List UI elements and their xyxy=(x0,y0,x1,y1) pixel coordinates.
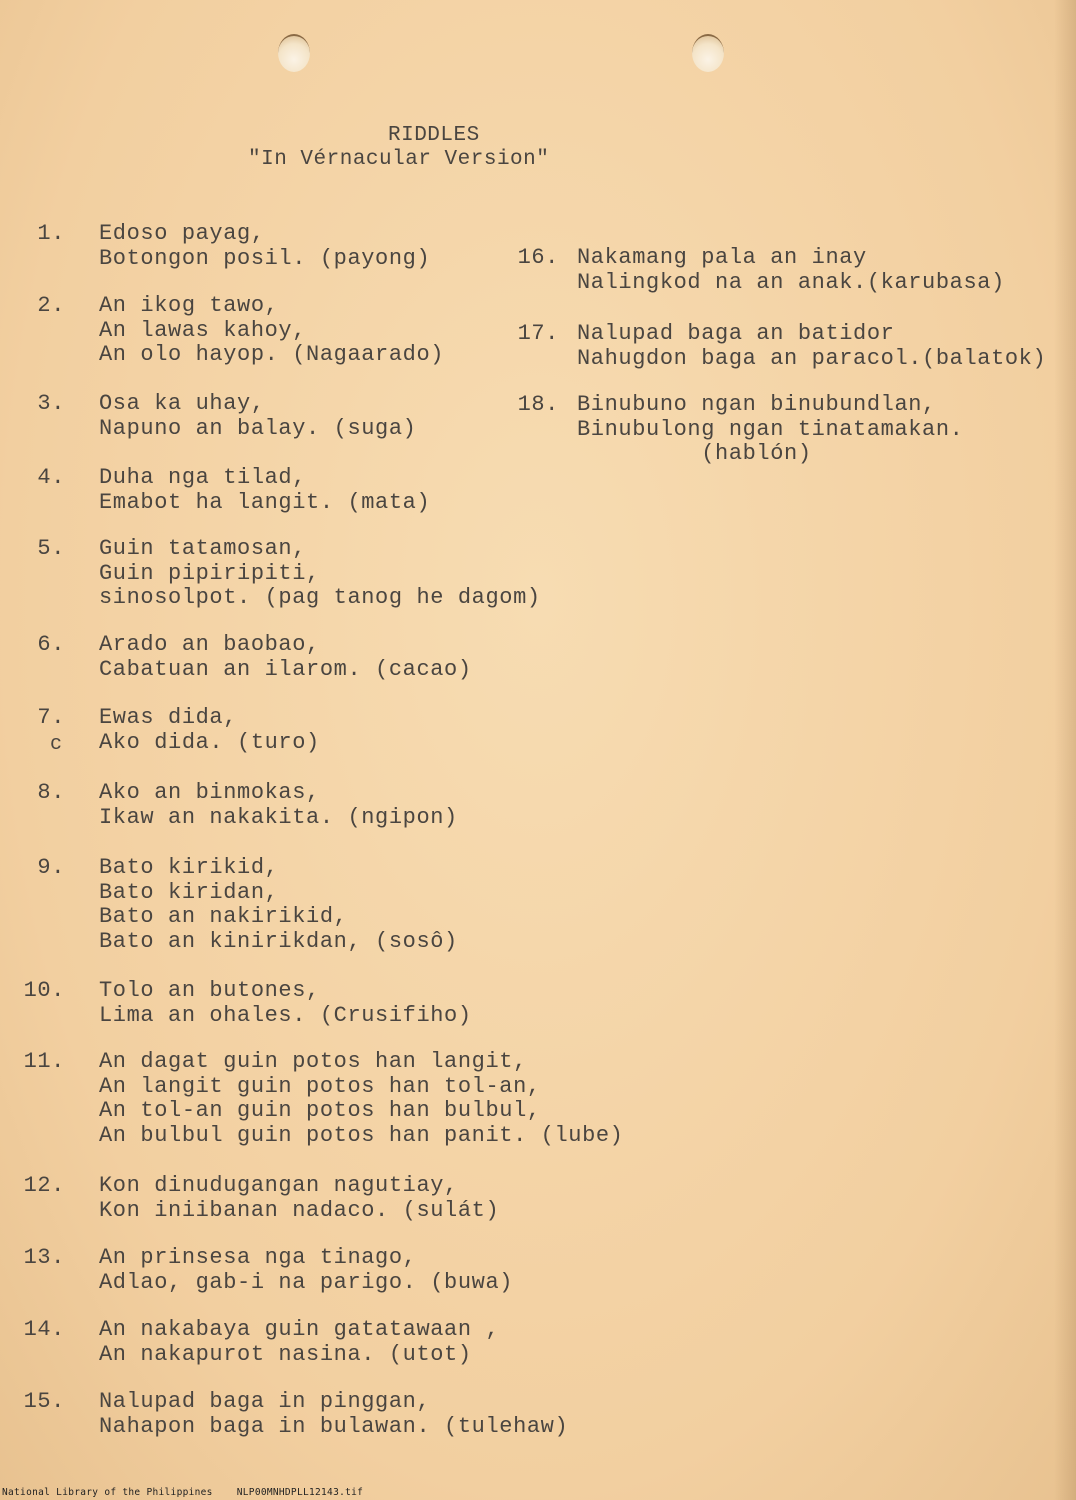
punch-hole-right xyxy=(692,34,724,72)
riddle-number: 18. xyxy=(517,392,559,417)
riddle-text xyxy=(99,1174,499,1223)
riddle-line: (hablón) xyxy=(577,441,812,466)
riddle-number: 2. xyxy=(37,293,65,318)
riddle-number: 7. xyxy=(37,705,65,730)
riddle-number: 14. xyxy=(23,1317,65,1342)
riddle-line: Nahapon baga in bulawan. (tulehaw) xyxy=(99,1413,569,1439)
riddle-line: Bato kirikid, xyxy=(99,855,279,880)
riddle-line: An ikog tawo, xyxy=(99,293,279,318)
riddle-line: Tolo an butones, xyxy=(99,978,320,1003)
page-edge-shadow xyxy=(1054,0,1076,1500)
riddle-line: Edoso payag, xyxy=(99,221,265,246)
archive-footer: National Library of the Philippines NLP00MNHDPLL12143.tif xyxy=(2,1487,364,1498)
riddle-line: Emabot ha langit. (mata) xyxy=(99,489,431,515)
riddle-number: 9. xyxy=(37,855,65,880)
riddle-line: Bato kiridan, xyxy=(99,879,279,905)
riddle-line: Guin tatamosan, xyxy=(99,536,307,561)
riddle-line: Guin pipiripiti, xyxy=(99,560,320,586)
riddle-number: 1. xyxy=(37,221,65,246)
riddle-text xyxy=(577,393,963,467)
riddle-number: 15. xyxy=(23,1389,65,1414)
riddle-line: An prinsesa nga tinago, xyxy=(99,1245,417,1270)
riddle-text xyxy=(99,1246,513,1295)
margin-mark: c xyxy=(50,733,63,756)
riddle-text xyxy=(99,706,320,755)
riddle-text xyxy=(99,1050,623,1148)
riddle-number: 4. xyxy=(37,465,65,490)
riddle-text xyxy=(577,246,1005,295)
riddle-line: Lima an ohales. (Crusifiho) xyxy=(99,1002,472,1028)
riddle-line: Nalingkod na an anak.(karubasa) xyxy=(577,269,1005,295)
riddle-number: 13. xyxy=(23,1245,65,1270)
riddle-line: An olo hayop. (Nagaarado) xyxy=(99,342,445,367)
riddle-line: Bato an kinirikdan, (sosô) xyxy=(99,928,458,954)
riddle-line: Ako dida. (turo) xyxy=(99,729,320,755)
riddle-line: Bato an nakirikid, xyxy=(99,904,348,929)
riddle-line: Duha nga tilad, xyxy=(99,465,307,490)
riddle-line: Ewas dida, xyxy=(99,705,238,730)
page-title: RIDDLES xyxy=(388,124,480,147)
riddle-number: 16. xyxy=(517,245,559,270)
riddle-text xyxy=(99,392,416,441)
riddle-line: sinosolpot. (pag tanog he dagom) xyxy=(99,585,541,610)
riddle-text xyxy=(99,1318,499,1367)
riddle-line: Nalupad baga in pinggan, xyxy=(99,1389,431,1414)
riddle-text xyxy=(99,537,541,611)
riddle-line: Kon iniibanan nadaco. (sulát) xyxy=(99,1197,500,1223)
riddle-number: 3. xyxy=(37,391,65,416)
riddle-text xyxy=(99,222,430,271)
riddle-line: Kon dinudugangan nagutiay, xyxy=(99,1173,458,1198)
riddle-line: Adlao, gab-i na parigo. (buwa) xyxy=(99,1269,514,1295)
riddle-line: An dagat guin potos han langit, xyxy=(99,1049,527,1074)
riddle-text xyxy=(99,1390,568,1439)
riddle-line: An tol-an guin potos han bulbul, xyxy=(99,1098,541,1123)
riddle-text xyxy=(99,633,472,682)
riddle-line: An langit guin potos han tol-an, xyxy=(99,1073,541,1099)
riddle-line: An lawas kahoy, xyxy=(99,317,307,343)
riddle-line: An bulbul guin potos han panit. (lube) xyxy=(99,1122,624,1148)
riddle-line: Binubulong ngan tinatamakan. xyxy=(577,416,964,442)
riddle-text xyxy=(99,979,472,1028)
riddle-line: Nahugdon baga an paracol.(balatok) xyxy=(577,345,1047,371)
riddle-line: Osa ka uhay, xyxy=(99,391,265,416)
riddle-line: Nalupad baga an batidor xyxy=(577,321,895,346)
riddle-line: Arado an baobao, xyxy=(99,632,320,657)
riddle-number: 5. xyxy=(37,536,65,561)
riddle-text xyxy=(577,322,1046,371)
riddle-line: An nakabaya guin gatatawaan , xyxy=(99,1317,500,1342)
punch-hole-left xyxy=(278,34,310,72)
riddle-number: 17. xyxy=(517,321,559,346)
riddle-line: Ikaw an nakakita. (ngipon) xyxy=(99,804,458,830)
riddle-text xyxy=(99,466,430,515)
riddle-line: Napuno an balay. (suga) xyxy=(99,415,417,441)
riddle-number: 12. xyxy=(23,1173,65,1198)
riddle-line: Cabatuan an ilarom. (cacao) xyxy=(99,656,472,682)
riddle-text xyxy=(99,856,458,954)
riddle-line: Ako an binmokas, xyxy=(99,780,320,805)
riddle-line: An nakapurot nasina. (utot) xyxy=(99,1341,472,1367)
riddle-text xyxy=(99,781,458,830)
riddle-line: Botongon posil. (payong) xyxy=(99,245,431,271)
riddle-line: Binubuno ngan binubundlan, xyxy=(577,392,936,417)
riddle-text xyxy=(99,294,444,368)
page-subtitle: "In Vérnacular Version" xyxy=(248,148,550,171)
riddle-line: Nakamang pala an inay xyxy=(577,245,867,270)
riddle-number: 10. xyxy=(23,978,65,1003)
riddle-number: 8. xyxy=(37,780,65,805)
riddle-number: 11. xyxy=(23,1049,65,1074)
riddle-number: 6. xyxy=(37,632,65,657)
